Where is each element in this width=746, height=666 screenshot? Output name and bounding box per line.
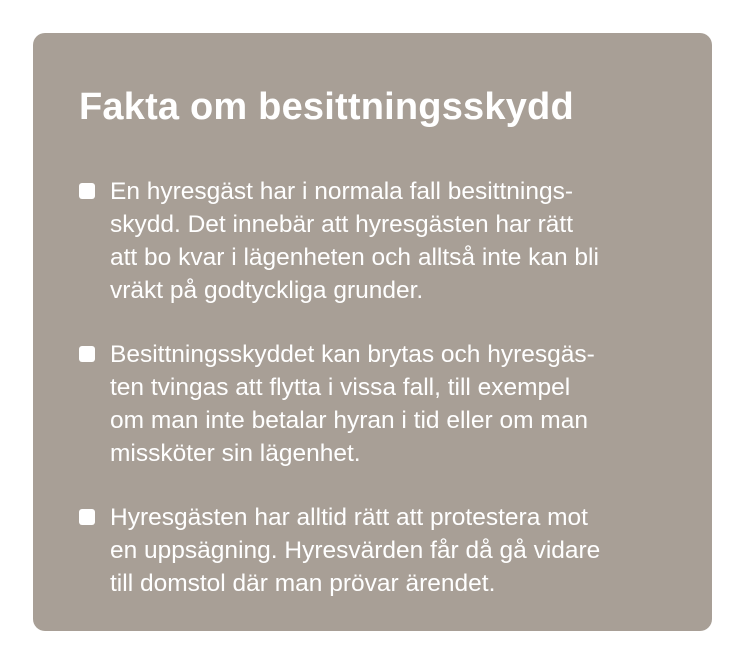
fact-box-title: Fakta om besittningsskydd xyxy=(79,86,574,128)
fact-list-item xyxy=(79,501,672,600)
fact-text: En hyresgäst har i normala fall besittnings- skydd. Det innebär att hyresgästen har rätt att bo kvar i lägenheten och alltså inte kan bli vräkt på godtyckliga grunder. xyxy=(110,178,599,304)
square-bullet-icon xyxy=(79,346,95,362)
fact-list xyxy=(79,175,672,600)
fact-box xyxy=(33,33,712,631)
square-bullet-icon xyxy=(79,183,95,199)
fact-text: Besittningsskyddet kan brytas och hyresgäs- ten tvingas att flytta i vissa fall, till exempel om man inte betalar hyran i tid eller om man missköter sin lägenhet. xyxy=(110,341,595,467)
square-bullet-icon xyxy=(79,509,95,525)
fact-text: Hyresgästen har alltid rätt att protestera mot en uppsägning. Hyresvärden får då gå vidare till domstol där man prövar ärendet. xyxy=(110,504,601,597)
fact-list-item xyxy=(79,338,672,470)
fact-list-item xyxy=(79,175,672,307)
